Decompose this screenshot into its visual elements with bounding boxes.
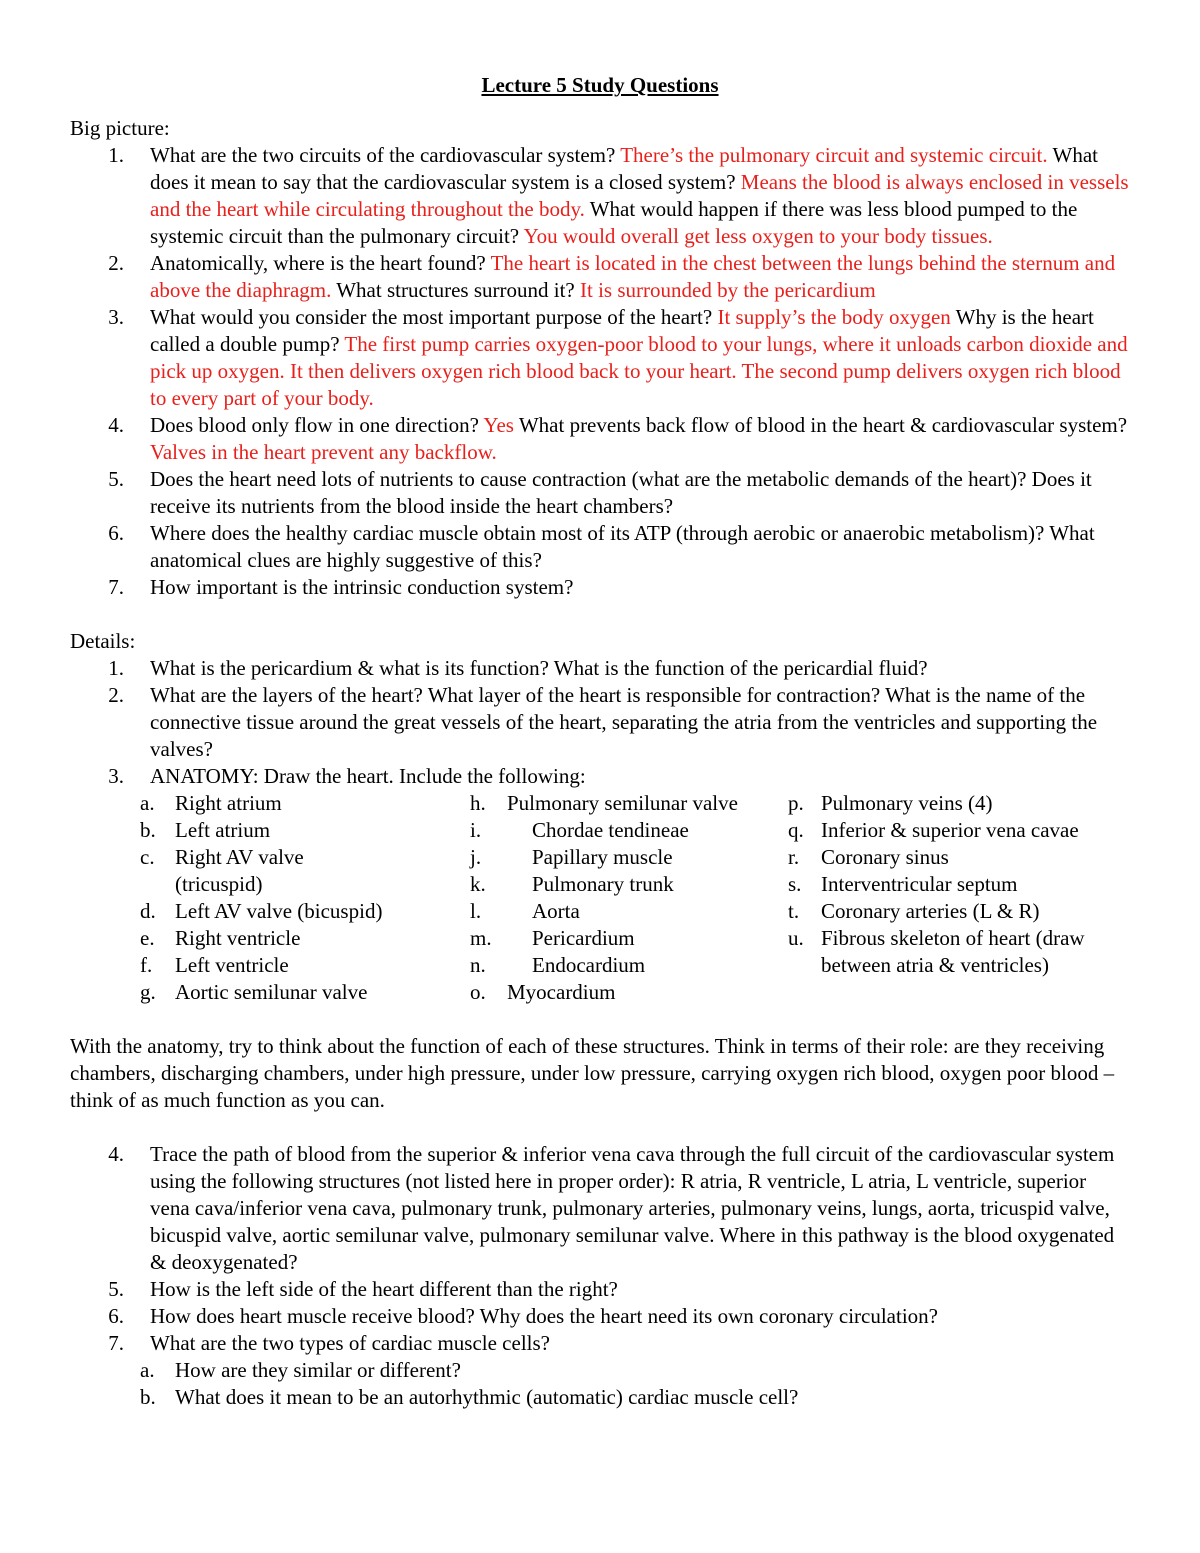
question-text: Where does the healthy cardiac muscle obtain most of its ATP (through aerobic or anaerobic metabolism)? What anatomical clues are highly suggestive of this? [150,521,1095,572]
question-text: How important is the intrinsic conduction system? [150,575,574,599]
question-item: 7. How important is the intrinsic conduction system? [108,575,574,599]
anatomy-item: s. Interventricular septum [788,872,1018,896]
anatomy-item: c. Right AV valve (tricuspid) [140,845,304,896]
question-text: What structures surround it? [331,278,580,302]
question-text: What are the two circuits of the cardiovascular system? [150,143,621,167]
question-text: What prevents back flow of blood in the heart & cardiovascular system? [513,413,1128,437]
details-list-continued [70,1141,1130,1357]
question-item: 5. Does the heart need lots of nutrients to cause contraction (what are the metabolic demands of the heart)? Does it receive its nutrients from the blood inside the heart chambers? [108,467,1092,518]
anatomy-item: p. Pulmonary veins (4) [788,791,993,815]
question-item: 2. What are the layers of the heart? What layer of the heart is responsible for contraction? What is the name of the connective tissue around the great vessels of the heart, separating the atria from the ventricles and supporting the valves? [108,683,1098,761]
details-list [70,655,1130,790]
anatomy-item: k. Pulmonary trunk [470,872,674,896]
answer-text: There’s the pulmonary circuit and systemic circuit. [620,143,1048,167]
question-text: Anatomically, where is the heart found? [150,251,491,275]
big-picture-heading: Big picture: [70,116,170,140]
question-text: Why is the heart called a double pump? [150,305,1094,356]
answer-text: It is surrounded by the pericardium [580,278,876,302]
sub-question-list [70,1357,1130,1411]
question-item: 4. Trace the path of blood from the superior & inferior vena cava through the full circuit of the cardiovascular system using the following structures (not listed here in proper order): R atria, R ventricle, L atria, L ventricle, superior vena cava/inferior vena cava, pulmonary trunk, pulmonary arteries, pulmonary veins, lungs, aorta, tricuspid valve, bicuspid valve, aortic semilunar valve, pulmonary semilunar valve. Where in this pathway is the blood oxygenated & deoxygenated? [108,1142,1115,1274]
answer-text: It supply’s the body oxygen [717,305,951,329]
anatomy-item: f. Left ventricle [140,953,289,977]
question-item: 3. ANATOMY: Draw the heart. Include the following: [108,764,586,788]
anatomy-item: r. Coronary sinus [788,845,949,869]
page-title: Lecture 5 Study Questions [481,73,719,97]
anatomy-item: u. Fibrous skeleton of heart (draw between atria & ventricles) [788,926,1085,977]
anatomy-column-2 [470,790,788,1006]
anatomy-item: m. Pericardium [470,926,635,950]
anatomy-item: a. Right atrium [140,791,282,815]
anatomy-item: j. Papillary muscle [470,845,673,869]
question-item: 1. What is the pericardium & what is its function? What is the function of the pericardial fluid? [108,656,928,680]
anatomy-item: n. Endocardium [470,953,646,977]
question-item: 6. Where does the healthy cardiac muscle obtain most of its ATP (through aerobic or anaerobic metabolism)? What anatomical clues are highly suggestive of this? [108,521,1095,572]
big-picture-list [70,142,1130,601]
question-text: Does blood only flow in one direction? [150,413,484,437]
anatomy-column-3 [788,790,1128,1006]
anatomy-item: b. Left atrium [140,818,271,842]
question-text: Does the heart need lots of nutrients to cause contraction (what are the metabolic demands of the heart)? Does it receive its nutrients from the blood inside the heart chambers? [150,467,1092,518]
answer-text: The heart is located in the chest between the lungs behind the sternum and above the diaphragm. [150,251,1116,302]
anatomy-item: h. Pulmonary semilunar valve [470,791,738,815]
anatomy-note: With the anatomy, try to think about the function of each of these structures. Think in terms of their role: are they receiving chambers, discharging chambers, under high pressure, under low pressure, carrying oxygen rich blood, oxygen poor blood – think of as much function as you can. [70,1034,1115,1112]
anatomy-item: d. Left AV valve (bicuspid) [140,899,383,923]
question-text: What would happen if there was less blood pumped to the systemic circuit than the pulmonary circuit? [150,197,1078,248]
question-item: 7. What are the two types of cardiac muscle cells? [108,1331,550,1355]
anatomy-item: o. Myocardium [470,980,616,1004]
sub-question-item: a. How are they similar or different? [140,1358,461,1382]
question-item: 2. Anatomically, where is the heart found? The heart is located in the chest between the lungs behind the sternum and above the diaphragm. What structures surround it? It is surrounded by the pericardium [108,251,1116,302]
anatomy-column-1 [140,790,470,1006]
anatomy-item: t. Coronary arteries (L & R) [788,899,1040,923]
question-item: 4. Does blood only flow in one direction? Yes What prevents back flow of blood in the heart & cardiovascular system? Valves in the heart prevent any backflow. [108,413,1128,464]
sub-question-item: b. What does it mean to be an autorhythmic (automatic) cardiac muscle cell? [140,1385,799,1409]
details-heading: Details: [70,629,136,653]
question-item: 1. What are the two circuits of the cardiovascular system? There’s the pulmonary circuit and systemic circuit. What does it mean to say that the cardiovascular system is a closed system? Means the blood is always enclosed in vessels and the heart while circulating throughout the body. What would happen if there was less blood pumped to the systemic circuit than the pulmonary circuit? You would overall get less oxygen to your body tissues. [108,143,1129,248]
answer-text: Yes [483,413,514,437]
anatomy-list [70,790,1130,1006]
answer-text: Means the blood is always enclosed in vessels and the heart while circulating throughout the body. [150,170,1129,221]
anatomy-item: q. Inferior & superior vena cavae [788,818,1079,842]
answer-text: Valves in the heart prevent any backflow. [150,440,497,464]
anatomy-item: g. Aortic semilunar valve [140,980,368,1004]
question-item: 5. How is the left side of the heart different than the right? [108,1277,618,1301]
question-text: What would you consider the most important purpose of the heart? [150,305,718,329]
anatomy-item: l. Aorta [470,899,580,923]
anatomy-item: i. Chordae tendineae [470,818,689,842]
question-item: 6. How does heart muscle receive blood? Why does the heart need its own coronary circulation? [108,1304,938,1328]
question-item: 3. What would you consider the most important purpose of the heart? It supply’s the body oxygen Why is the heart called a double pump? The first pump carries oxygen-poor blood to your lungs, where it unloads carbon dioxide and pick up oxygen. It then delivers oxygen rich blood back to your heart. The second pump delivers oxygen rich blood to every part of your body. [108,305,1128,410]
answer-text: The first pump carries oxygen-poor blood to your lungs, where it unloads carbon dioxide and pick up oxygen. It then delivers oxygen rich blood back to your heart. The second pump delivers oxygen rich blood to every part of your body. [150,332,1128,410]
anatomy-item: e. Right ventricle [140,926,301,950]
question-text: What does it mean to say that the cardiovascular system is a closed system? [150,143,1098,194]
answer-text: You would overall get less oxygen to your body tissues. [523,224,993,248]
